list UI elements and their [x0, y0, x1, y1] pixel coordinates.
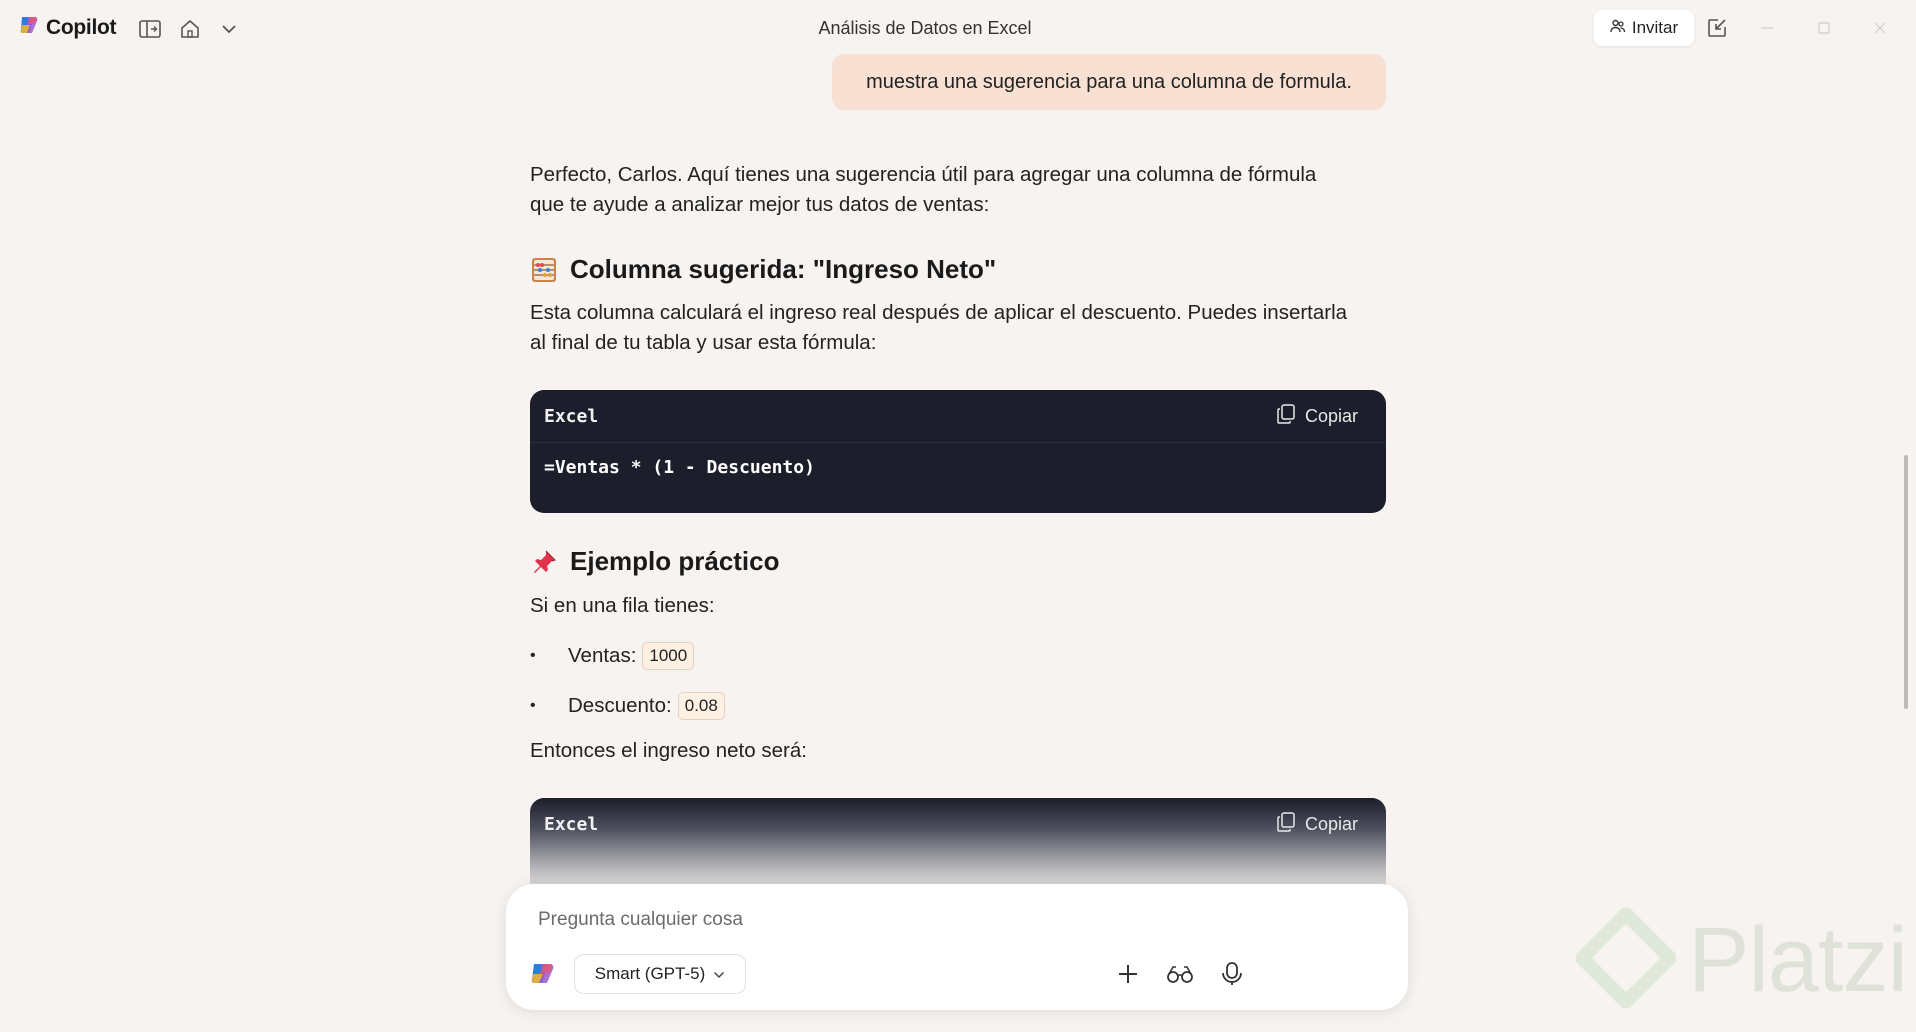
- watermark-text: Platzi: [1688, 909, 1907, 1011]
- intro-line-2: que te ayude a analizar mejor tus datos de ventas:: [530, 193, 990, 216]
- pushpin-icon: [530, 548, 558, 576]
- list-item: • Descuento: 0.08: [530, 692, 725, 720]
- code-block: [530, 390, 1386, 513]
- people-icon: [1610, 18, 1626, 39]
- title-bar: [0, 0, 1916, 58]
- composer: [506, 884, 1408, 1010]
- brand-name: Copilot: [46, 15, 117, 39]
- assistant-intro: [530, 160, 1386, 220]
- copy-label: Copiar: [1304, 405, 1358, 426]
- scrollbar-thumb[interactable]: [1904, 455, 1908, 709]
- close-icon[interactable]: [1870, 18, 1890, 38]
- glasses-icon[interactable]: [1164, 958, 1196, 990]
- section-heading-1: [530, 254, 1386, 285]
- copy-button[interactable]: [1275, 811, 1358, 838]
- result-line: Entonces el ingreso neto será:: [530, 739, 807, 762]
- section-heading-2: [530, 546, 1386, 577]
- maximize-icon[interactable]: [1814, 18, 1834, 38]
- window-title: Análisis de Datos en Excel: [818, 18, 1032, 38]
- ask-input[interactable]: [538, 904, 1358, 936]
- model-label: Smart (GPT-5): [594, 964, 706, 983]
- code-header: [530, 798, 1386, 851]
- microphone-icon[interactable]: [1216, 958, 1248, 990]
- copy-label: Copiar: [1304, 814, 1358, 834]
- bullet: •: [530, 697, 536, 714]
- user-message-bubble: muestra una sugerencia para una columna de formula.: [832, 54, 1386, 110]
- section1-title: Columna sugerida: "Ingreso Neto": [570, 254, 997, 284]
- section2-title: Ejemplo práctico: [570, 546, 780, 576]
- invite-label: Invitar: [1631, 18, 1679, 37]
- code-header: [530, 390, 1386, 443]
- copilot-logo-icon: [526, 958, 558, 990]
- chevron-down-icon: [713, 964, 725, 984]
- inline-code: 1000: [642, 642, 694, 670]
- new-chat-icon[interactable]: [1704, 15, 1730, 41]
- copy-button[interactable]: [1275, 403, 1358, 430]
- minimize-icon[interactable]: [1757, 18, 1777, 38]
- model-selector[interactable]: [574, 954, 746, 994]
- code-block: [530, 798, 1386, 898]
- invite-button[interactable]: [1594, 10, 1694, 46]
- code-content[interactable]: =Ventas * (1 - Descuento): [544, 457, 815, 478]
- copy-icon: [1275, 811, 1297, 838]
- plus-icon[interactable]: [1112, 958, 1144, 990]
- code-language: Excel: [544, 405, 599, 427]
- intro-line-1: Perfecto, Carlos. Aquí tienes una sugerencia útil para agregar una columna de fórmula: [530, 163, 1317, 186]
- section1-line-1: Esta columna calculará el ingreso real después de aplicar el descuento. Puedes insertarla: [530, 301, 1348, 324]
- section1-body: [530, 298, 1386, 358]
- platzi-watermark: [1576, 908, 1907, 1013]
- inline-code: 0.08: [678, 692, 725, 720]
- copy-icon: [1275, 403, 1297, 430]
- abacus-icon: [530, 256, 558, 284]
- list-item: • Ventas: 1000: [530, 642, 694, 670]
- bullet: •: [530, 647, 536, 664]
- code-language: Excel: [544, 814, 599, 835]
- section1-line-2: al final de tu tabla y usar esta fórmula:: [530, 331, 877, 354]
- section2-intro: Si en una fila tienes:: [530, 594, 715, 617]
- platzi-logo-icon: [1576, 908, 1676, 1013]
